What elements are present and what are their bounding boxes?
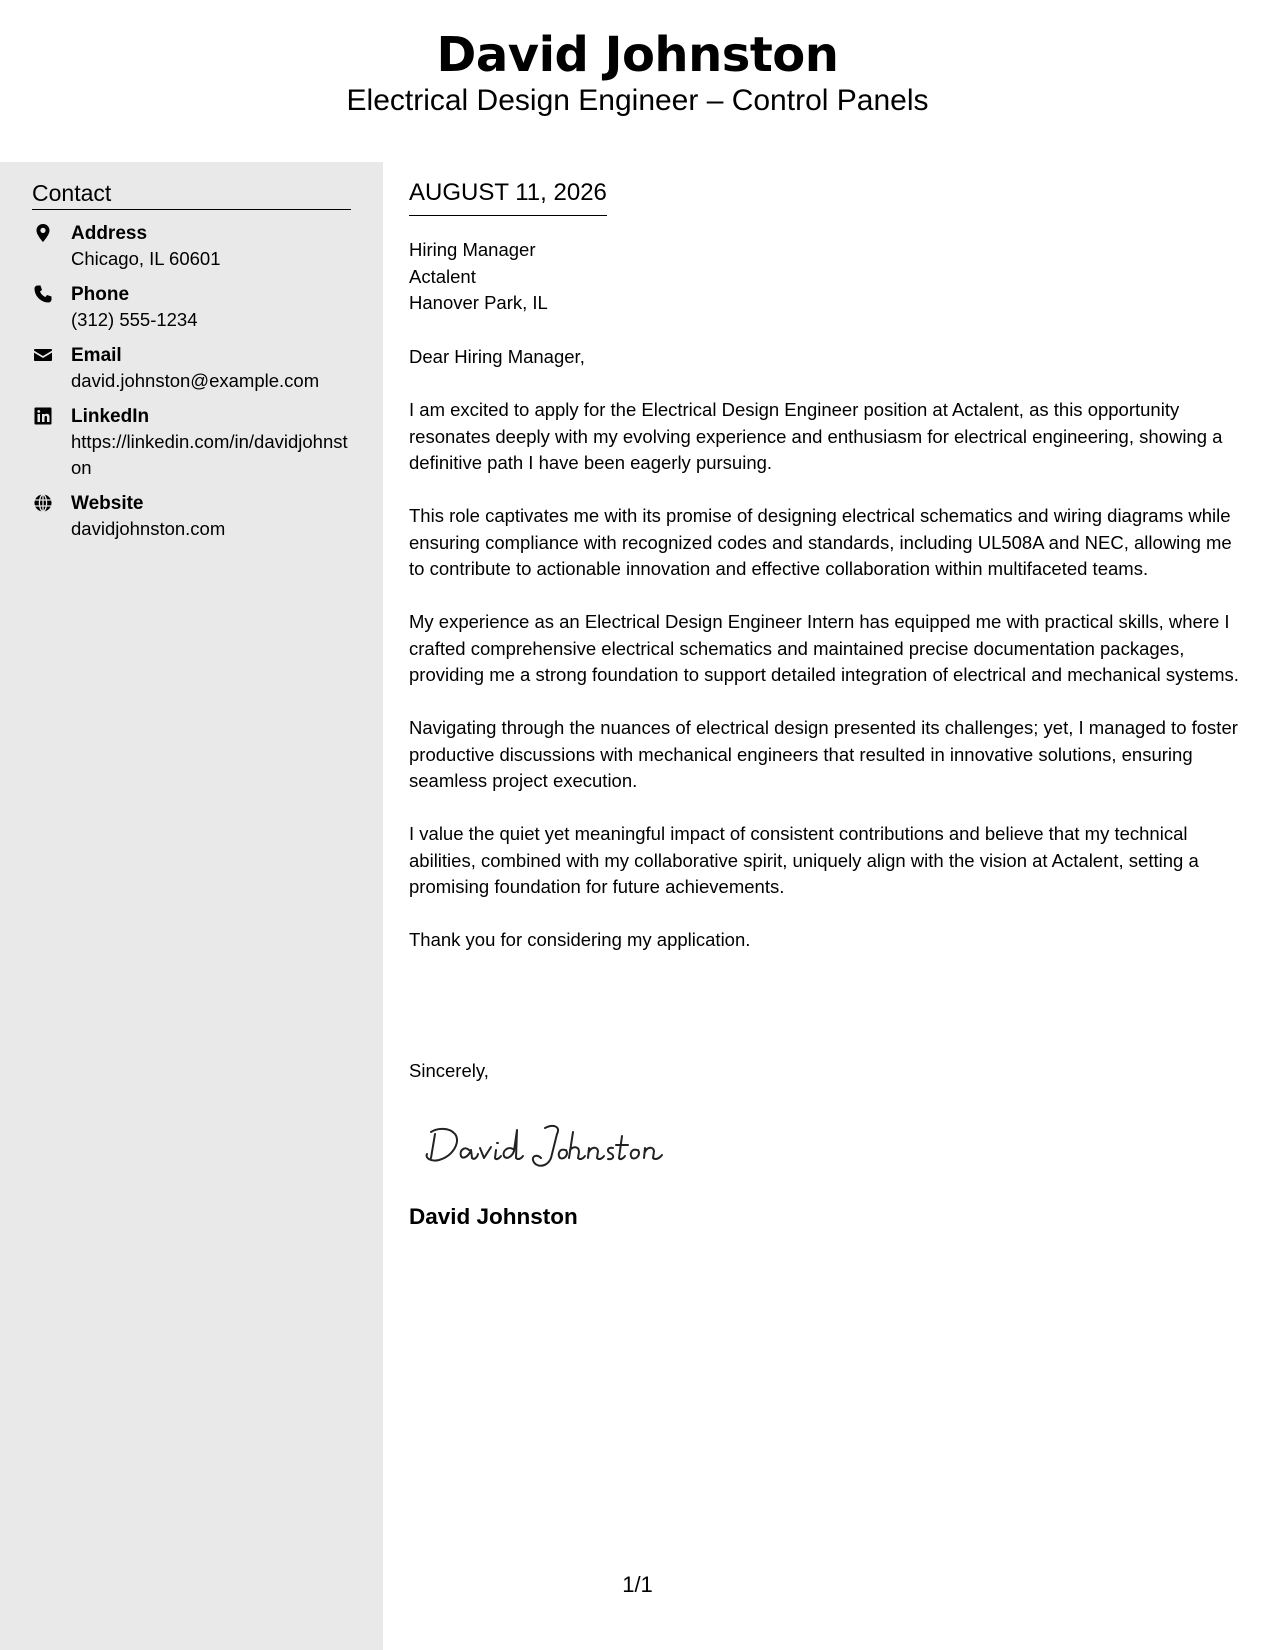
paragraph: I am excited to apply for the Electrical Design Engineer position at Actalent, as this opportunity resonates deeply with my evolving experience and enthusiasm for electrical engineering, showing a definitive path I have been eagerly pursuing.	[409, 399, 1223, 473]
contact-sidebar	[0, 162, 383, 1650]
contact-item-email	[32, 343, 362, 394]
globe-icon	[33, 493, 55, 515]
contact-label-linkedin: LinkedIn	[71, 406, 150, 427]
recipient-block	[409, 237, 548, 317]
letter-header	[0, 0, 1275, 162]
salutation: Dear Hiring Manager,	[409, 346, 585, 367]
letter-date: AUGUST 11, 2026	[409, 177, 607, 216]
contact-label-phone: Phone	[71, 284, 130, 305]
contact-label-address: Address	[71, 223, 148, 244]
contact-value-phone: (312) 555-1234	[71, 309, 198, 330]
contact-item-address	[32, 221, 362, 272]
contact-heading: Contact	[32, 178, 351, 210]
signer-name: David Johnston	[409, 1204, 578, 1229]
paragraph: This role captivates me with its promise of designing electrical schematics and wiring diagrams while ensuring compliance with recognized codes and standards, including UL508A and NEC, allowing me to contribute to actionable innovation and effective collaboration within multifaceted teams.	[409, 505, 1232, 579]
applicant-title: Electrical Design Engineer – Control Panels	[346, 84, 929, 117]
linkedin-icon	[33, 406, 55, 428]
recipient-line: Hanover Park, IL	[409, 292, 548, 313]
phone-icon	[33, 284, 55, 306]
map-pin-icon	[33, 223, 55, 245]
paragraph: Thank you for considering my application.	[409, 929, 751, 950]
contact-label-website: Website	[71, 493, 144, 514]
contact-label-email: Email	[71, 345, 122, 366]
applicant-name: David Johnston	[436, 27, 839, 83]
contact-value-website[interactable]: davidjohnston.com	[71, 518, 226, 539]
paragraph: Navigating through the nuances of electrical design presented its challenges; yet, I managed to foster productive discussions with mechanical engineers that resulted in innovative solutions, ensuring seamless project execution.	[409, 717, 1238, 791]
letter-paragraphs	[409, 344, 1239, 980]
paragraph: I value the quiet yet meaningful impact of consistent contributions and believe that my technical abilities, combined with my collaborative spirit, uniquely align with the vision at Actalent, setting a promising foundation for future achievements.	[409, 823, 1199, 897]
page-number	[0, 1571, 1275, 1599]
paragraph: My experience as an Electrical Design Engineer Intern has equipped me with practical skills, where I crafted comprehensive electrical schematics and maintained precise documentation packages, providing me a strong foundation to support detailed integration of electrical and mechanical systems.	[409, 611, 1239, 685]
contact-value-address: Chicago, IL 60601	[71, 248, 221, 269]
contact-list	[32, 221, 362, 552]
handwritten-signature	[417, 1114, 667, 1174]
recipient-line: Hiring Manager	[409, 239, 536, 260]
contact-item-linkedin	[32, 404, 362, 481]
closing: Sincerely,	[409, 1060, 489, 1081]
contact-item-phone	[32, 282, 362, 333]
page-number-text: 1/1	[622, 1572, 653, 1597]
contact-value-email[interactable]: david.johnston@example.com	[71, 370, 320, 391]
contact-item-website	[32, 491, 362, 542]
contact-value-linkedin[interactable]: https://linkedin.com/in/davidjohnston	[71, 431, 348, 478]
recipient-line: Actalent	[409, 265, 476, 287]
envelope-icon	[33, 345, 55, 367]
